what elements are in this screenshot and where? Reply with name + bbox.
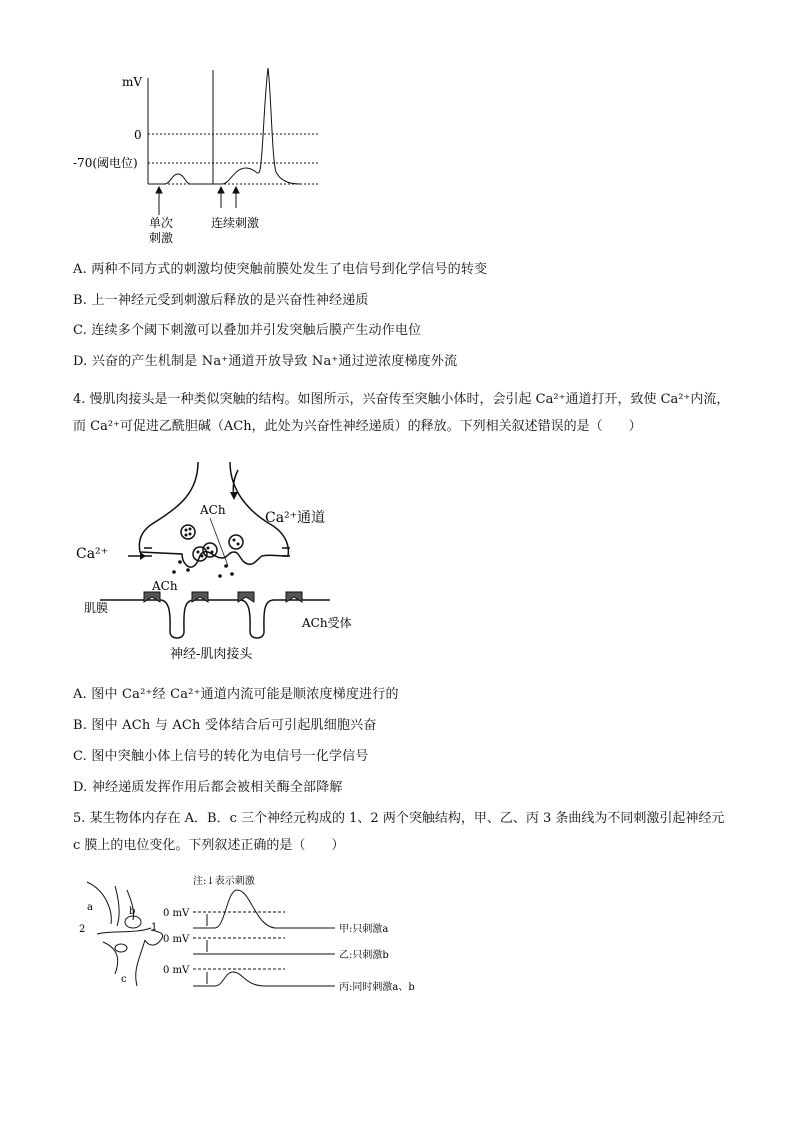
legend-jia: 甲:只刺激a: [339, 924, 389, 935]
zero-mv-yi: 0 mV: [163, 934, 190, 945]
ach-receptor-label: ACh受体: [302, 616, 352, 630]
q3-option-b[interactable]: B. 上一神经元受到刺激后释放的是兴奋性神经递质: [73, 293, 369, 308]
zero-mv-bing: 0 mV: [163, 965, 190, 976]
zero-label: 0: [134, 128, 142, 142]
neuron-label-c: c: [121, 974, 127, 985]
muscle-membrane: [100, 600, 330, 638]
q3-option-c[interactable]: C. 连续多个阈下刺激可以叠加并引发突触后膜产生动作电位: [73, 323, 422, 338]
q4-option-c[interactable]: C. 图中突触小体上信号的转化为电信号一化学信号: [73, 749, 369, 764]
zero-mv-jia: 0 mV: [163, 908, 190, 919]
ca-channel-label: Ca²⁺通道: [265, 510, 326, 526]
q3-option-d[interactable]: D. 兴奋的产生机制是 Na⁺通道开放导致 Na⁺通过逆浓度梯度外流: [73, 354, 458, 369]
synapse-label-2: 2: [79, 924, 86, 935]
synapse-potential-figure: [75, 870, 435, 1000]
ca-ion-label: Ca²⁺: [76, 546, 109, 562]
q4-option-d[interactable]: D. 神经递质发挥作用后都会被相关酶全部降解: [73, 780, 343, 795]
ach-top-label: ACh: [200, 503, 226, 517]
q3-option-a[interactable]: A. 两种不同方式的刺激均使突触前膜处发生了电信号到化学信号的转变: [73, 262, 488, 277]
q5-stem: 5. 某生物体内存在 A．B．c 三个神经元构成的 1、2 两个突触结构，甲、乙、丙 3 条曲线为不同刺激引起神经元 c 膜上的电位变化。下列叙述正确的是（ ）: [73, 811, 725, 853]
single-stim-label-a: 单次: [149, 216, 174, 230]
neuron-sketch: [87, 882, 163, 986]
single-stim-label-b: 刺激: [149, 231, 174, 245]
neuron-label-a: a: [87, 902, 93, 913]
continuous-stim-label: 连续刺激: [211, 216, 260, 230]
synapse-label-1: 1: [151, 922, 158, 933]
neuron-label-b: b: [129, 906, 136, 917]
threshold-label: -70(阈电位): [73, 156, 138, 170]
y-axis-label: mV: [122, 75, 143, 89]
neuromuscular-junction-figure: [70, 462, 370, 662]
note-label: 注:↓表示刺激: [193, 876, 255, 887]
legend-yi: 乙:只刺激b: [339, 950, 389, 961]
muscle-membrane-label: 肌膜: [84, 601, 109, 615]
ach-left-label: ACh: [152, 579, 178, 593]
curve-bing: [193, 972, 335, 986]
junction-caption: 神经-肌肉接头: [170, 647, 253, 662]
q4-option-b[interactable]: B. 图中 ACh 与 ACh 受体结合后可引起肌细胞兴奋: [73, 718, 377, 733]
stimulus-arrows: [156, 187, 239, 215]
q4-stem: 4. 慢肌肉接头是一种类似突触的结构。如图所示，兴奋传至突触小体时，会引起 Ca²⁺通道打开，致使 Ca²⁺内流，而 Ca²⁺可促进乙酰胆碱（ACh，此处为兴奋性神经递质）的释放。下列相关叙述错误的是（ ）: [73, 392, 730, 434]
legend-bing: 丙:同时刺激a、b: [339, 982, 415, 993]
membrane-potential-figure: [60, 60, 340, 250]
curve-jia: [193, 890, 335, 928]
potential-trace: [148, 68, 300, 184]
q4-option-a[interactable]: A. 图中 Ca²⁺经 Ca²⁺通道内流可能是顺浓度梯度进行的: [73, 687, 399, 702]
